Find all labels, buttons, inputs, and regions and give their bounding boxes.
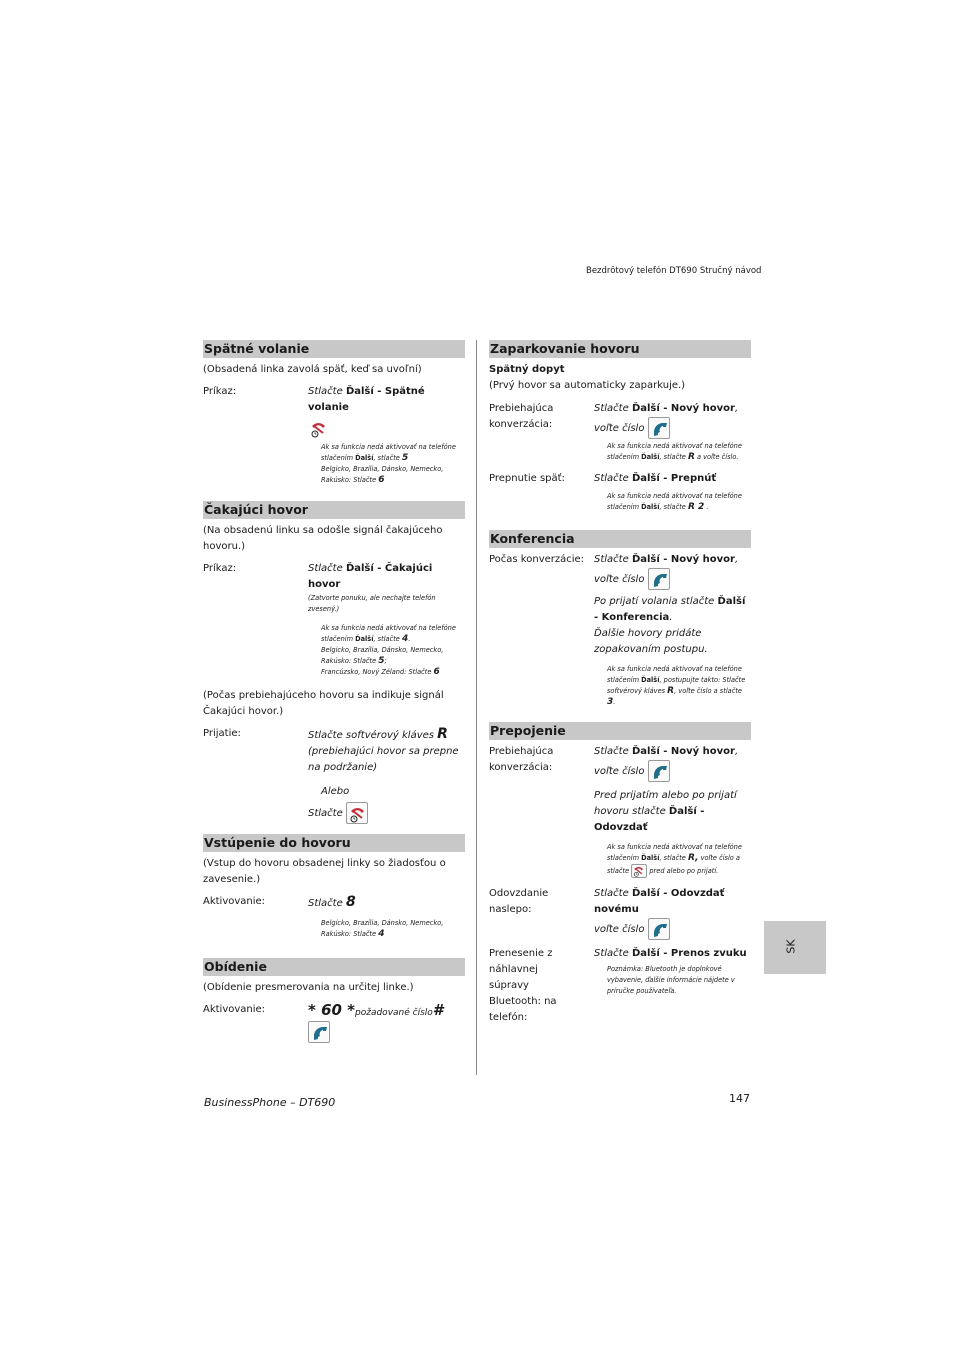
phone-icon xyxy=(648,417,670,439)
obidenie-desc: (Obídenie presmerovania na určitej linke.) xyxy=(203,982,414,993)
end-call-icon xyxy=(308,418,328,438)
phone-icon xyxy=(648,918,670,940)
footer-product: BusinessPhone – DT690 xyxy=(204,1096,336,1109)
vstupenie-note: Belgicko, Brazília, Dánsko, Nemecko, Rakúsko: Stlačte 4 xyxy=(321,919,444,939)
zaparkovanie-note: Ak sa funkcia nedá aktivovať na telefóne stlačením Ďalší, stlačte R a voľte číslo. xyxy=(607,442,742,462)
prenesenie-row: Prenesenie z náhlavnej súpravy Bluetooth: na telefón: Stlačte Ďalší - Prenos zvuku Poznámka: Bluetooth je doplnkové vybavenie, ďalšie informácie nájdete v príručke používateľa. xyxy=(489,948,747,1023)
prepnutie-row: Prepnutie späť: Stlačte Ďalší - Prepnúť xyxy=(489,473,717,484)
language-tab: SK xyxy=(764,921,826,974)
spatne-note: Ak sa funkcia nedá aktivovať na telefóne stlačením Ďalší, stlačte 5 Belgicko, Brazília, Dánsko, Nemecko, Rakúsko: Stlačte 6 xyxy=(321,443,456,485)
column-divider xyxy=(476,340,477,1075)
section-zaparkovanie-title: Zaparkovanie hovoru xyxy=(489,340,751,358)
right-column xyxy=(489,340,751,1023)
phone-icon xyxy=(648,760,670,782)
end-call-icon xyxy=(631,864,647,878)
zaparkovanie-desc: (Prvý hovor sa automaticky zaparkuje.) xyxy=(489,380,686,391)
konferencia-note: Ak sa funkcia nedá aktivovať na telefóne stlačením Ďalší, postupujte takto: Stlačte softvérový kláves R, voľte číslo a stlačte 3. xyxy=(607,665,746,707)
odovzdanie-row: Odovzdanie naslepo: Stlačte Ďalší - Odovzdať novému voľte číslo xyxy=(489,886,751,940)
page-number: 147 xyxy=(729,1092,750,1105)
section-cakajuci-hovor-title: Čakajúci hovor xyxy=(203,501,465,519)
cakajuci-row: Príkaz: Stlačte Ďalší - Čakajúci hovor (Zatvorte ponuku, ale nechajte telefón zvesený.) xyxy=(203,563,436,613)
zaparkovanie-sub: Spätný dopyt xyxy=(489,364,565,375)
vstupenie-row: Aktivovanie: Stlačte 8 xyxy=(203,894,356,910)
konferencia-row: Počas konverzácie: Stlačte Ďalší - Nový hovor, voľte číslo Po prijatí volania stlačte Ďalší - Konferencia. Ďalšie hovory pridáte zopakovaním postupu. xyxy=(489,554,746,655)
cakajuci-desc: (Na obsadenú linku sa odošle signál čakajúceho hovoru.) xyxy=(203,525,443,552)
prepojenie-row: Prebiehajúca konverzácia: Stlačte Ďalší - Nový hovor, voľte číslo Pred prijatím alebo po prijatí hovoru stlačte Ďalší - Odovzdať xyxy=(489,746,739,833)
spatne-label: Príkaz: xyxy=(203,386,237,397)
cakajuci-note: Ak sa funkcia nedá aktivovať na telefóne stlačením Ďalší, stlačte 4. Belgicko, Brazília, Dánsko, Nemecko, Rakúsko: Stlačte 5; Francúzsko, Nový Zéland: Stlačte 6 xyxy=(321,624,456,677)
section-obidenie-title: Obídenie xyxy=(203,958,465,976)
section-vstupenie-title: Vstúpenie do hovoru xyxy=(203,834,465,852)
spatne-desc: (Obsadená linka zavolá späť, keď sa uvoľní) xyxy=(203,364,422,375)
end-call-icon xyxy=(346,802,368,824)
bluetooth-note: Poznámka: Bluetooth je doplnkové vybavenie, ďalšie informácie nájdete v príručke používateľa. xyxy=(607,965,735,995)
prijatie-row: Prijatie: Stlačte softvérový kláves R (prebiehajúci hovor sa prepne na podržanie) Alebo Stlačte xyxy=(203,726,465,824)
header-title: Bezdrôtový telefón DT690 Stručný návod xyxy=(586,266,762,276)
prepojenie-note: Ak sa funkcia nedá aktivovať na telefóne stlačením Ďalší, stlačte R, voľte číslo a stlačte pred alebo po prijatí. xyxy=(607,842,751,878)
phone-icon xyxy=(648,568,670,590)
section-konferencia-title: Konferencia xyxy=(489,530,751,548)
section-prepojenie-title: Prepojenie xyxy=(489,722,751,740)
zaparkovanie-row: Prebiehajúca konverzácia: Stlačte Ďalší - Nový hovor, voľte číslo xyxy=(489,401,751,439)
prepnutie-note: Ak sa funkcia nedá aktivovať na telefóne stlačením Ďalší, stlačte R 2 . xyxy=(607,492,742,512)
phone-icon xyxy=(308,1021,330,1043)
section-spatne-volanie-title: Spätné volanie xyxy=(203,340,465,358)
left-column xyxy=(203,340,465,1043)
obidenie-row: Aktivovanie: * 60 *požadované číslo# xyxy=(203,1002,465,1043)
cakajuci-desc2: (Počas prebiehajúceho hovoru sa indikuje signál Čakajúci hovor.) xyxy=(203,690,444,717)
spatne-row: Príkaz: Stlačte Ďalší - Spätné volanie xyxy=(203,384,465,438)
vstupenie-desc: (Vstup do hovoru obsadenej linky so žiadosťou o zavesenie.) xyxy=(203,858,446,885)
